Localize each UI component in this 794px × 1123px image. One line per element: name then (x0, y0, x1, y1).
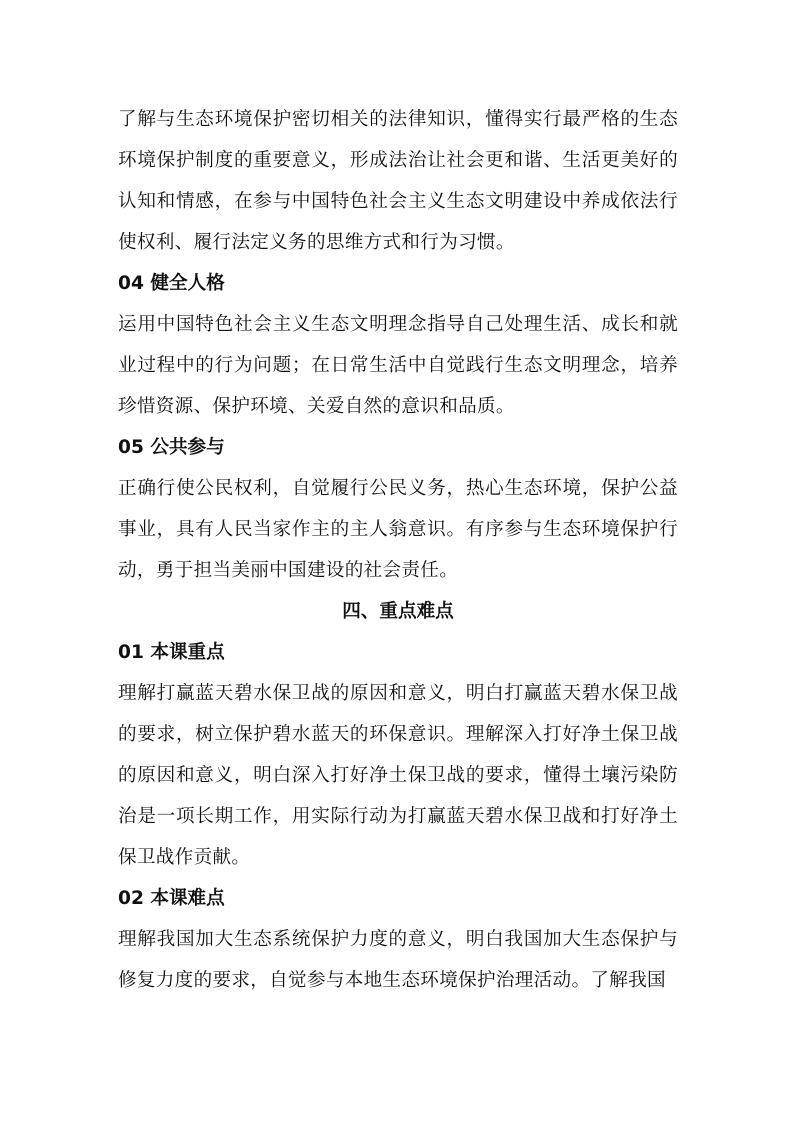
document-page (118, 99, 678, 1001)
subsection-body: 理解我国加大生态系统保护力度的意义，明白我国加大生态保护与修复力度的要求，自觉参与本地生态环境保护治理活动。了解我国 (118, 929, 678, 991)
section-healthy-personality (118, 263, 678, 427)
subsection-difficult-points (118, 878, 678, 1001)
section-body: 运用中国特色社会主义生态文明理念指导自己处理生活、成长和就业过程中的行为问题；在日常生活中自觉践行生态文明理念，培养珍惜资源、保护环境、关爱自然的意识和品质。 (118, 314, 678, 417)
section-title-key-points: 四、重点难点 (342, 601, 454, 622)
intro-paragraph: 了解与生态环境保护密切相关的法律知识，懂得实行最严格的生态环境保护制度的重要意义，形成法治让社会更和谐、生活更美好的认知和情感，在参与中国特色社会主义生态文明建设中养成依法行使权利、履行法定义务的思维方式和行为习惯。 (118, 109, 678, 253)
subsection-heading: 02 本课难点 (118, 888, 225, 909)
section-heading: 04 健全人格 (118, 273, 225, 294)
subsection-heading: 01 本课重点 (118, 642, 225, 663)
subsection-key-points (118, 632, 678, 878)
section-public-participation (118, 427, 678, 591)
section-heading: 05 公共参与 (118, 437, 225, 458)
subsection-body: 理解打赢蓝天碧水保卫战的原因和意义，明白打赢蓝天碧水保卫战的要求，树立保护碧水蓝天的环保意识。理解深入打好净土保卫战的原因和意义，明白深入打好净土保卫战的要求，懂得土壤污染防治是一项长期工作，用实际行动为打赢蓝天碧水保卫战和打好净土保卫战作贡献。 (118, 683, 678, 868)
section-body: 正确行使公民权利，自觉履行公民义务，热心生态环境，保护公益事业，具有人民当家作主的主人翁意识。有序参与生态环境保护行动，勇于担当美丽中国建设的社会责任。 (118, 478, 678, 581)
